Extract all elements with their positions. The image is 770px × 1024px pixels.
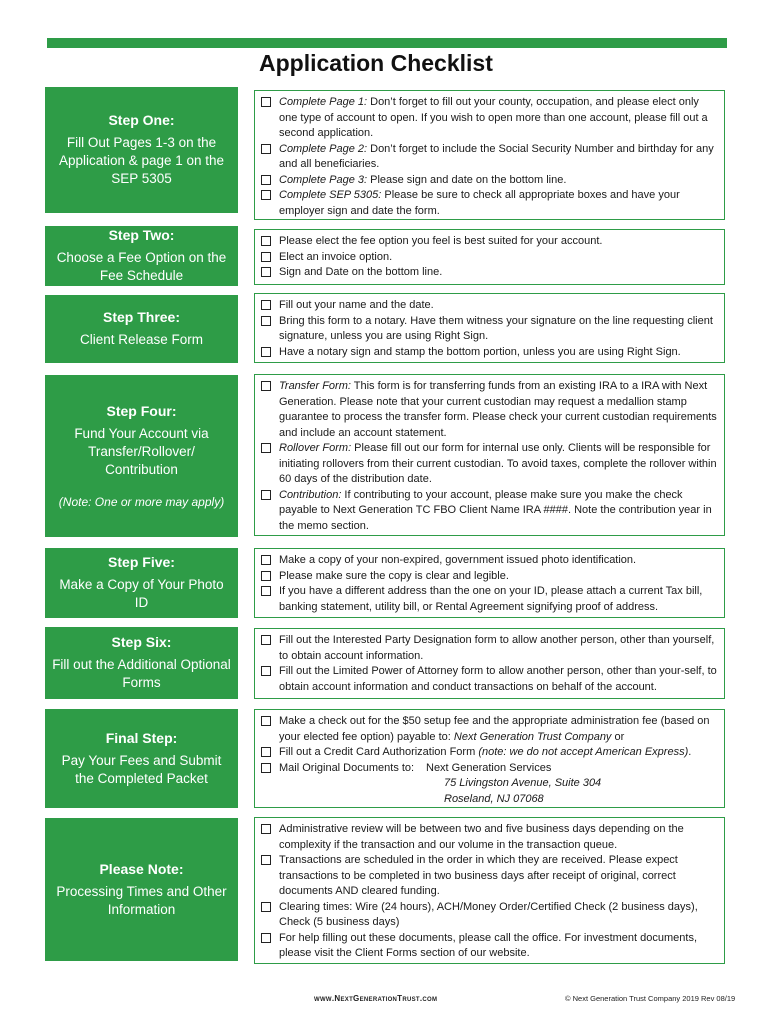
checkbox[interactable] — [261, 381, 271, 391]
please-note-checklist — [254, 817, 725, 964]
checkbox[interactable] — [261, 747, 271, 757]
step-title: Step Six: — [111, 634, 172, 650]
step-desc: Fund Your Account via Transfer/Rollover/ Contribution — [74, 426, 209, 477]
checkbox[interactable] — [261, 190, 271, 200]
final-step-panel — [45, 709, 238, 808]
mail-address-line: Roseland, NJ 07068 — [444, 792, 544, 805]
checkbox[interactable] — [261, 316, 271, 326]
step-three-checklist — [254, 293, 725, 363]
checklist-item: Complete SEP 5305: Please be sure to check all appropriate boxes and have your employer sign and date the form. — [261, 188, 718, 219]
checkbox[interactable] — [261, 443, 271, 453]
step-title: Step Two: — [108, 227, 175, 243]
mail-name: Next Generation Services — [426, 761, 552, 774]
checkbox[interactable] — [261, 347, 271, 357]
step-title: Step Four: — [106, 403, 177, 419]
checklist-item: Rollover Form: Please fill out our form for internal use only. Clients will be responsible for initiating rollovers from their current custodian. To avoid taxes, complete the rollover within 60 days of the distribution date. — [261, 441, 718, 488]
step-five-panel — [45, 548, 238, 618]
checkbox[interactable] — [261, 716, 271, 726]
step-title: Step One: — [108, 112, 175, 128]
top-green-bar — [47, 38, 727, 48]
checkbox[interactable] — [261, 855, 271, 865]
mail-address-line: 75 Livingston Avenue, Suite 304 — [444, 777, 602, 789]
step-four-panel — [45, 375, 238, 537]
checklist-item: For help filling out these documents, please call the office. For investment documents, please visit the Client Forms section of our website. — [261, 931, 718, 962]
checklist-item: Transfer Form: This form is for transferring funds from an existing IRA to a IRA with Next Generation. Please note that your current custodian may request a medallion stamp guarantee to process the transfer form. Please check your current custodian requirements and include an account statement. — [261, 379, 718, 441]
checkbox[interactable] — [261, 824, 271, 834]
step-six-checklist — [254, 628, 725, 699]
step-five-checklist — [254, 548, 725, 618]
checklist-item: Fill out your name and the date. — [261, 298, 718, 314]
checkbox[interactable] — [261, 635, 271, 645]
step-six-panel — [45, 627, 238, 699]
checklist-item: Clearing times: Wire (24 hours), ACH/Money Order/Certified Check (2 business days), Check (5 business days) — [261, 900, 718, 931]
checklist-item: Complete Page 1: Don’t forget to fill out your county, occupation, and please elect only one type of account to open. If you wish to open more than one account, please fill out a second application. — [261, 95, 718, 142]
step-title: Final Step: — [105, 729, 178, 746]
checklist-item: Contribution: If contributing to your account, please make sure you make the check payable to Next Generation TC FBO Client Name IRA ####. Note the contribution year in the memo section. — [261, 488, 718, 535]
checkbox[interactable] — [261, 555, 271, 565]
checklist-item: Transactions are scheduled in the order in which they are received. Please expect transactions to be completed in two business days after receipt of original, correct documents AND cleared funding. — [261, 853, 718, 900]
checkbox[interactable] — [261, 144, 271, 154]
checklist-item: Elect an invoice option. — [261, 250, 718, 266]
checkbox[interactable] — [261, 666, 271, 676]
checkbox[interactable] — [261, 267, 271, 277]
step-one-panel — [45, 87, 238, 213]
final-step-checklist — [254, 709, 725, 808]
checklist-item: Fill out the Interested Party Designation form to allow another person, other than yourself, to obtain account information. — [261, 633, 718, 664]
page-title: Application Checklist — [259, 50, 493, 76]
checklist-item: Bring this form to a notary. Have them witness your signature on the line requesting client signature, unless you are using Right Sign. — [261, 314, 718, 345]
step-two-panel — [45, 226, 238, 286]
checkbox[interactable] — [261, 490, 271, 500]
step-desc: Fill out the Additional Optional Forms — [52, 657, 231, 690]
checkbox[interactable] — [261, 933, 271, 943]
checklist-item: Please elect the fee option you feel is best suited for your account. — [261, 234, 718, 250]
step-desc: Processing Times and Other Information — [56, 883, 227, 917]
step-desc: Choose a Fee Option on the Fee Schedule — [56, 250, 227, 283]
step-desc: Client Release Form — [79, 332, 204, 347]
checkbox[interactable] — [261, 300, 271, 310]
checkbox[interactable] — [261, 175, 271, 185]
checklist-item: Have a notary sign and stamp the bottom portion, unless you are using Right Sign. — [261, 345, 718, 361]
checkbox[interactable] — [261, 763, 271, 773]
checklist-item: Fill out the Limited Power of Attorney form to allow another person, other than your-self, to obtain account information and conduct transactions on behalf of the account. — [261, 664, 718, 695]
step-note: (Note: One or more may apply) — [58, 495, 225, 509]
checklist-item: Please make sure the copy is clear and legible. — [261, 569, 718, 585]
checklist-item: If you have a different address than the one on your ID, please attach a current Tax bill, banking statement, utility bill, or Rental Agreement signifying proof of address. — [261, 584, 718, 615]
step-title: Step Five: — [108, 554, 175, 570]
checklist-item: Make a copy of your non-expired, government issued photo identification. — [261, 553, 718, 569]
step-one-checklist — [254, 90, 725, 220]
checkbox[interactable] — [261, 586, 271, 596]
checkbox[interactable] — [261, 236, 271, 246]
step-three-panel — [45, 295, 238, 363]
step-desc: Pay Your Fees and Submit the Completed Packet — [61, 752, 222, 786]
checkbox[interactable] — [261, 252, 271, 262]
step-title: Please Note: — [99, 860, 184, 877]
checkbox[interactable] — [261, 571, 271, 581]
checklist-item: Make a check out for the $50 setup fee and the appropriate administration fee (based on your elected fee option) payable to: Next Generation Trust Company or — [261, 714, 718, 745]
step-desc: Fill Out Pages 1-3 on the Application & page 1 on the SEP 5305 — [58, 135, 225, 186]
step-four-checklist — [254, 374, 725, 536]
footer-website[interactable]: www.NextGenerationTrust.com — [314, 994, 438, 1003]
footer-copyright: © Next Generation Trust Company 2019 Rev 08/19 — [565, 994, 736, 1003]
checklist-item: Fill out a Credit Card Authorization Form (note: we do not accept American Express). — [261, 745, 718, 761]
please-note-panel — [45, 818, 238, 961]
step-title: Step Three: — [102, 309, 180, 325]
step-two-checklist — [254, 229, 725, 285]
checklist-item: Complete Page 3: Please sign and date on the bottom line. — [261, 173, 718, 189]
mail-label: Mail Original Documents to: — [279, 761, 415, 774]
step-desc: Make a Copy of Your Photo ID — [59, 577, 224, 610]
checklist-item: Administrative review will be between two and five business days depending on the complexity if the transaction and our volume in the transaction queue. — [261, 822, 718, 853]
checkbox[interactable] — [261, 97, 271, 107]
checklist-item: Sign and Date on the bottom line. — [261, 265, 718, 281]
checkbox[interactable] — [261, 902, 271, 912]
checklist-item: Complete Page 2: Don’t forget to include the Social Security Number and birthday for any and all beneficiaries. — [261, 142, 718, 173]
checklist-item — [261, 761, 718, 777]
